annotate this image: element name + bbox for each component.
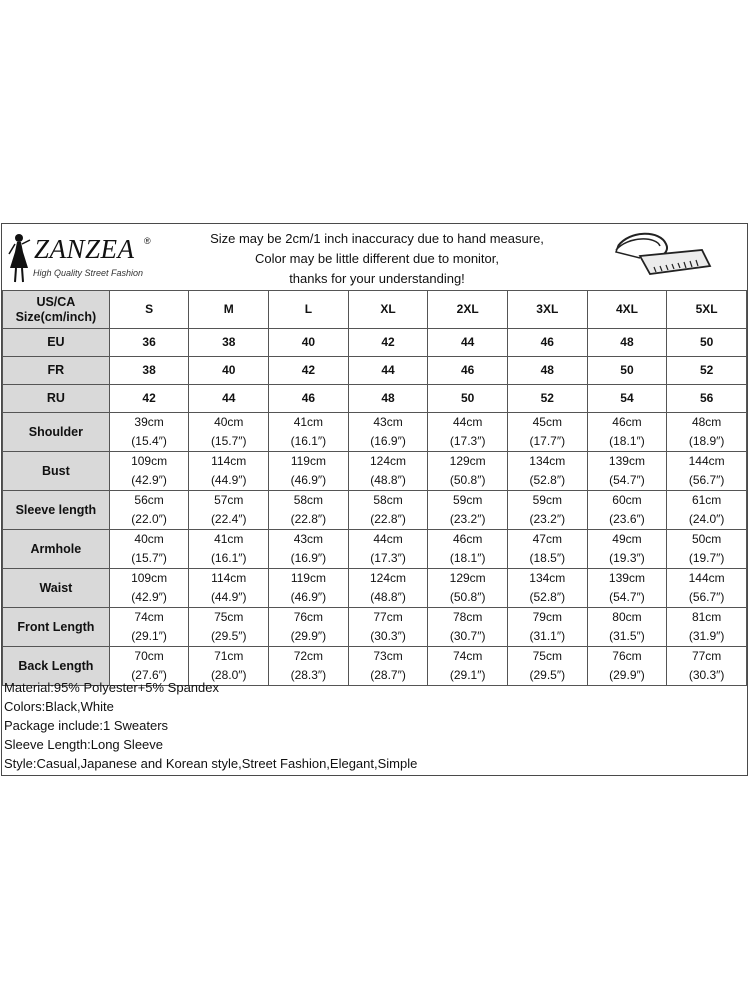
inch-value: (16.9″) — [290, 551, 327, 565]
table-cell — [667, 530, 747, 569]
inch-value: (42.9″) — [131, 590, 167, 604]
table-cell: 52 — [667, 357, 747, 385]
table-cell: 50 — [428, 385, 508, 413]
cm-value: 57cm — [214, 493, 244, 507]
measure-row-bust — [3, 452, 747, 491]
cm-value: 59cm — [452, 493, 483, 507]
inch-value: (31.5″) — [609, 629, 645, 643]
cm-value: 109cm — [131, 454, 168, 468]
cm-value: 114cm — [211, 454, 247, 468]
cm-value: 45cm — [532, 415, 562, 429]
inch-value: (18.1″) — [609, 434, 645, 448]
cm-value: 109cm — [131, 571, 168, 585]
cm-value: 144cm — [688, 571, 725, 585]
inch-value: (23.2″) — [529, 512, 566, 526]
ru-row — [3, 385, 747, 413]
cm-value: 47cm — [532, 532, 562, 546]
row-label: Sleeve length — [3, 491, 110, 530]
cm-value: 80cm — [612, 610, 642, 624]
cm-value: 74cm — [452, 649, 483, 663]
table-cell — [348, 491, 428, 530]
cm-value: 134cm — [529, 571, 566, 585]
size-5xl: 5XL — [667, 291, 747, 329]
sleeve-length-text: Sleeve Length:Long Sleeve — [4, 737, 164, 752]
table-cell: 38 — [109, 357, 189, 385]
inch-value: (22.4″) — [210, 512, 247, 526]
inch-value: (17.3″) — [370, 551, 406, 565]
cm-value: 71cm — [214, 649, 244, 663]
cm-value: 40cm — [214, 415, 244, 429]
cm-value: 119cm — [290, 571, 326, 585]
measure-row-waist — [3, 569, 747, 608]
table-cell: 56 — [667, 385, 747, 413]
table-cell: 48 — [507, 357, 587, 385]
table-cell — [269, 413, 349, 452]
table-cell — [667, 608, 747, 647]
cm-value: 56cm — [134, 493, 164, 507]
size-chart-card — [1, 223, 748, 776]
inch-value: (46.9″) — [290, 590, 327, 604]
table-cell — [348, 530, 428, 569]
inch-value: (18.5″) — [529, 551, 566, 565]
measuring-tape-icon — [610, 226, 714, 286]
table-cell — [507, 647, 587, 686]
inch-value: (22.8″) — [370, 512, 406, 526]
measure-row-sleeve-length — [3, 491, 747, 530]
row-label: Armhole — [3, 530, 110, 569]
table-cell — [269, 569, 349, 608]
cm-value: 60cm — [612, 493, 642, 507]
cm-value: 78cm — [452, 610, 483, 624]
table-cell — [587, 491, 667, 530]
inch-value: (48.8″) — [370, 473, 406, 487]
measure-row-front-length — [3, 608, 747, 647]
measure-rows — [3, 413, 747, 686]
table-cell — [428, 491, 508, 530]
cm-value: 134cm — [529, 454, 566, 468]
table-cell: 40 — [269, 329, 349, 357]
cm-value: 41cm — [293, 415, 324, 429]
cm-value: 40cm — [134, 532, 164, 546]
inch-value: (52.8″) — [529, 473, 566, 487]
row-label: EU — [3, 329, 110, 357]
table-cell — [667, 413, 747, 452]
chart-header — [2, 224, 747, 290]
size-s: S — [109, 291, 189, 329]
cm-value: 124cm — [370, 454, 407, 468]
inch-value: (27.6″) — [131, 668, 167, 682]
table-cell — [587, 569, 667, 608]
inch-value: (23.6″) — [609, 512, 645, 526]
inch-value: (15.7″) — [131, 551, 167, 565]
inch-value: (28.3″) — [290, 668, 327, 682]
table-cell: 42 — [348, 329, 428, 357]
table-cell: 50 — [587, 357, 667, 385]
material-text: Material:95% Polyester+5% Spandex — [4, 680, 219, 695]
table-cell — [587, 452, 667, 491]
inch-value: (52.8″) — [529, 590, 566, 604]
table-cell — [507, 491, 587, 530]
table-cell — [109, 452, 189, 491]
style-text: Style:Casual,Japanese and Korean style,Street Fashion,Elegant,Simple — [4, 756, 418, 771]
inch-value: (29.1″) — [449, 668, 486, 682]
table-cell — [269, 608, 349, 647]
table-cell — [109, 413, 189, 452]
brand-tagline: High Quality Street Fashion — [33, 268, 144, 278]
cm-value: 139cm — [608, 454, 645, 468]
table-cell — [587, 647, 667, 686]
table-cell: 38 — [189, 329, 269, 357]
cm-value: 72cm — [293, 649, 324, 663]
inch-value: (17.7″) — [529, 434, 566, 448]
inch-value: (44.9″) — [210, 473, 247, 487]
cm-value: 75cm — [214, 610, 244, 624]
inch-value: (44.9″) — [210, 590, 247, 604]
cm-value: 77cm — [691, 649, 722, 663]
inch-value: (42.9″) — [131, 473, 167, 487]
table-cell: 46 — [269, 385, 349, 413]
inch-value: (18.9″) — [688, 434, 725, 448]
size-table — [2, 290, 747, 686]
table-cell — [348, 452, 428, 491]
inch-value: (19.7″) — [688, 551, 725, 565]
table-cell — [428, 413, 508, 452]
inch-value: (56.7″) — [688, 473, 725, 487]
size-4xl: 4XL — [587, 291, 667, 329]
cm-value: 46cm — [452, 532, 483, 546]
table-cell — [189, 569, 269, 608]
inch-value: (54.7″) — [609, 590, 645, 604]
inch-value: (28.7″) — [370, 668, 406, 682]
table-cell — [428, 647, 508, 686]
table-cell — [428, 569, 508, 608]
dress-figure-icon — [6, 232, 32, 284]
inch-value: (54.7″) — [609, 473, 645, 487]
cm-value: 43cm — [373, 415, 403, 429]
inch-value: (22.0″) — [131, 512, 167, 526]
cm-value: 39cm — [134, 415, 164, 429]
brand-name: ZANZEA — [34, 234, 135, 264]
row-label: Back Length — [3, 647, 110, 686]
inch-value: (16.1″) — [290, 434, 327, 448]
inch-value: (29.5″) — [529, 668, 566, 682]
cm-value: 74cm — [134, 610, 164, 624]
cm-value: 124cm — [370, 571, 407, 585]
table-cell — [109, 569, 189, 608]
cm-value: 44cm — [373, 532, 403, 546]
cm-value: 76cm — [293, 610, 324, 624]
cm-value: 44cm — [452, 415, 483, 429]
table-cell — [507, 530, 587, 569]
cm-value: 61cm — [691, 493, 722, 507]
table-cell — [348, 569, 428, 608]
cm-value: 79cm — [532, 610, 562, 624]
cm-value: 43cm — [293, 532, 324, 546]
notice-line-1: Size may be 2cm/1 inch inaccuracy due to hand measure, — [210, 231, 544, 246]
table-cell — [507, 608, 587, 647]
colors-text: Colors:Black,White — [4, 699, 114, 714]
inch-value: (29.5″) — [210, 629, 247, 643]
table-cell — [587, 530, 667, 569]
table-cell — [507, 452, 587, 491]
table-cell — [189, 608, 269, 647]
cm-value: 48cm — [691, 415, 722, 429]
size-2xl: 2XL — [428, 291, 508, 329]
table-cell — [269, 530, 349, 569]
cm-value: 58cm — [373, 493, 403, 507]
size-xl: XL — [348, 291, 428, 329]
table-cell: 44 — [348, 357, 428, 385]
inch-value: (30.7″) — [449, 629, 486, 643]
notice-line-3: thanks for your understanding! — [289, 271, 465, 286]
table-cell — [269, 491, 349, 530]
cm-value: 73cm — [373, 649, 403, 663]
inch-value: (29.1″) — [131, 629, 167, 643]
table-cell — [189, 413, 269, 452]
table-cell: 44 — [189, 385, 269, 413]
row-label: Front Length — [3, 608, 110, 647]
size-header-row — [3, 291, 747, 329]
cm-value: 70cm — [134, 649, 164, 663]
table-cell — [428, 452, 508, 491]
cm-value: 139cm — [608, 571, 645, 585]
table-cell — [348, 608, 428, 647]
cm-value: 114cm — [211, 571, 247, 585]
table-cell — [428, 608, 508, 647]
inch-value: (15.4″) — [131, 434, 167, 448]
table-cell — [667, 452, 747, 491]
table-cell: 54 — [587, 385, 667, 413]
size-m: M — [189, 291, 269, 329]
table-cell — [109, 530, 189, 569]
inch-value: (18.1″) — [449, 551, 486, 565]
cm-value: 129cm — [449, 571, 486, 585]
size-3xl: 3XL — [507, 291, 587, 329]
inch-value: (56.7″) — [688, 590, 725, 604]
cm-value: 58cm — [293, 493, 324, 507]
inch-value: (50.8″) — [449, 590, 486, 604]
inch-value: (31.9″) — [688, 629, 725, 643]
cm-value: 81cm — [691, 610, 722, 624]
table-cell: 42 — [269, 357, 349, 385]
table-cell: 42 — [109, 385, 189, 413]
product-details — [4, 678, 417, 773]
cm-value: 50cm — [691, 532, 722, 546]
table-cell: 44 — [428, 329, 508, 357]
table-cell — [189, 491, 269, 530]
cm-value: 49cm — [612, 532, 642, 546]
table-cell — [109, 491, 189, 530]
cm-value: 129cm — [449, 454, 486, 468]
table-cell — [428, 530, 508, 569]
inch-value: (29.9″) — [290, 629, 327, 643]
size-l: L — [269, 291, 349, 329]
registered-mark: ® — [144, 236, 151, 246]
inch-value: (30.3″) — [370, 629, 406, 643]
cm-value: 75cm — [532, 649, 562, 663]
row-label: Shoulder — [3, 413, 110, 452]
table-cell — [587, 413, 667, 452]
inch-value: (17.3″) — [449, 434, 486, 448]
table-cell: 52 — [507, 385, 587, 413]
measure-row-armhole — [3, 530, 747, 569]
measurement-notice — [177, 229, 577, 289]
table-cell: 36 — [109, 329, 189, 357]
table-cell: 46 — [428, 357, 508, 385]
table-cell — [587, 608, 667, 647]
measure-row-shoulder — [3, 413, 747, 452]
table-cell — [189, 530, 269, 569]
cm-value: 41cm — [214, 532, 244, 546]
inch-value: (28.0″) — [210, 668, 247, 682]
row-label: Bust — [3, 452, 110, 491]
brand-logo — [6, 230, 166, 286]
table-cell — [109, 608, 189, 647]
package-text: Package include:1 Sweaters — [4, 718, 169, 733]
table-cell: 40 — [189, 357, 269, 385]
table-cell: 46 — [507, 329, 587, 357]
table-cell: 48 — [348, 385, 428, 413]
table-cell: 48 — [587, 329, 667, 357]
inch-value: (31.1″) — [529, 629, 566, 643]
inch-value: (16.1″) — [210, 551, 247, 565]
inch-value: (48.8″) — [370, 590, 406, 604]
notice-line-2: Color may be little different due to monitor, — [255, 251, 499, 266]
table-cell — [507, 569, 587, 608]
cm-value: 59cm — [532, 493, 562, 507]
table-cell — [507, 413, 587, 452]
row-label: RU — [3, 385, 110, 413]
inch-value: (16.9″) — [370, 434, 406, 448]
table-cell — [348, 413, 428, 452]
cm-value: 119cm — [290, 454, 326, 468]
table-cell — [189, 452, 269, 491]
fr-row — [3, 357, 747, 385]
inch-value: (22.8″) — [290, 512, 327, 526]
inch-value: (23.2″) — [449, 512, 486, 526]
row-label: FR — [3, 357, 110, 385]
table-cell — [667, 647, 747, 686]
row-label: Waist — [3, 569, 110, 608]
inch-value: (29.9″) — [609, 668, 645, 682]
table-cell: 50 — [667, 329, 747, 357]
us-ca-label: US/CA Size(cm/inch) — [3, 291, 110, 329]
cm-value: 144cm — [688, 454, 725, 468]
eu-row — [3, 329, 747, 357]
table-cell — [667, 569, 747, 608]
table-cell — [269, 452, 349, 491]
cm-value: 77cm — [373, 610, 403, 624]
cm-value: 46cm — [612, 415, 642, 429]
inch-value: (15.7″) — [210, 434, 247, 448]
inch-value: (19.3″) — [609, 551, 645, 565]
inch-value: (24.0″) — [688, 512, 725, 526]
cm-value: 76cm — [612, 649, 642, 663]
inch-value: (30.3″) — [688, 668, 725, 682]
table-cell — [667, 491, 747, 530]
inch-value: (50.8″) — [449, 473, 486, 487]
inch-value: (46.9″) — [290, 473, 327, 487]
